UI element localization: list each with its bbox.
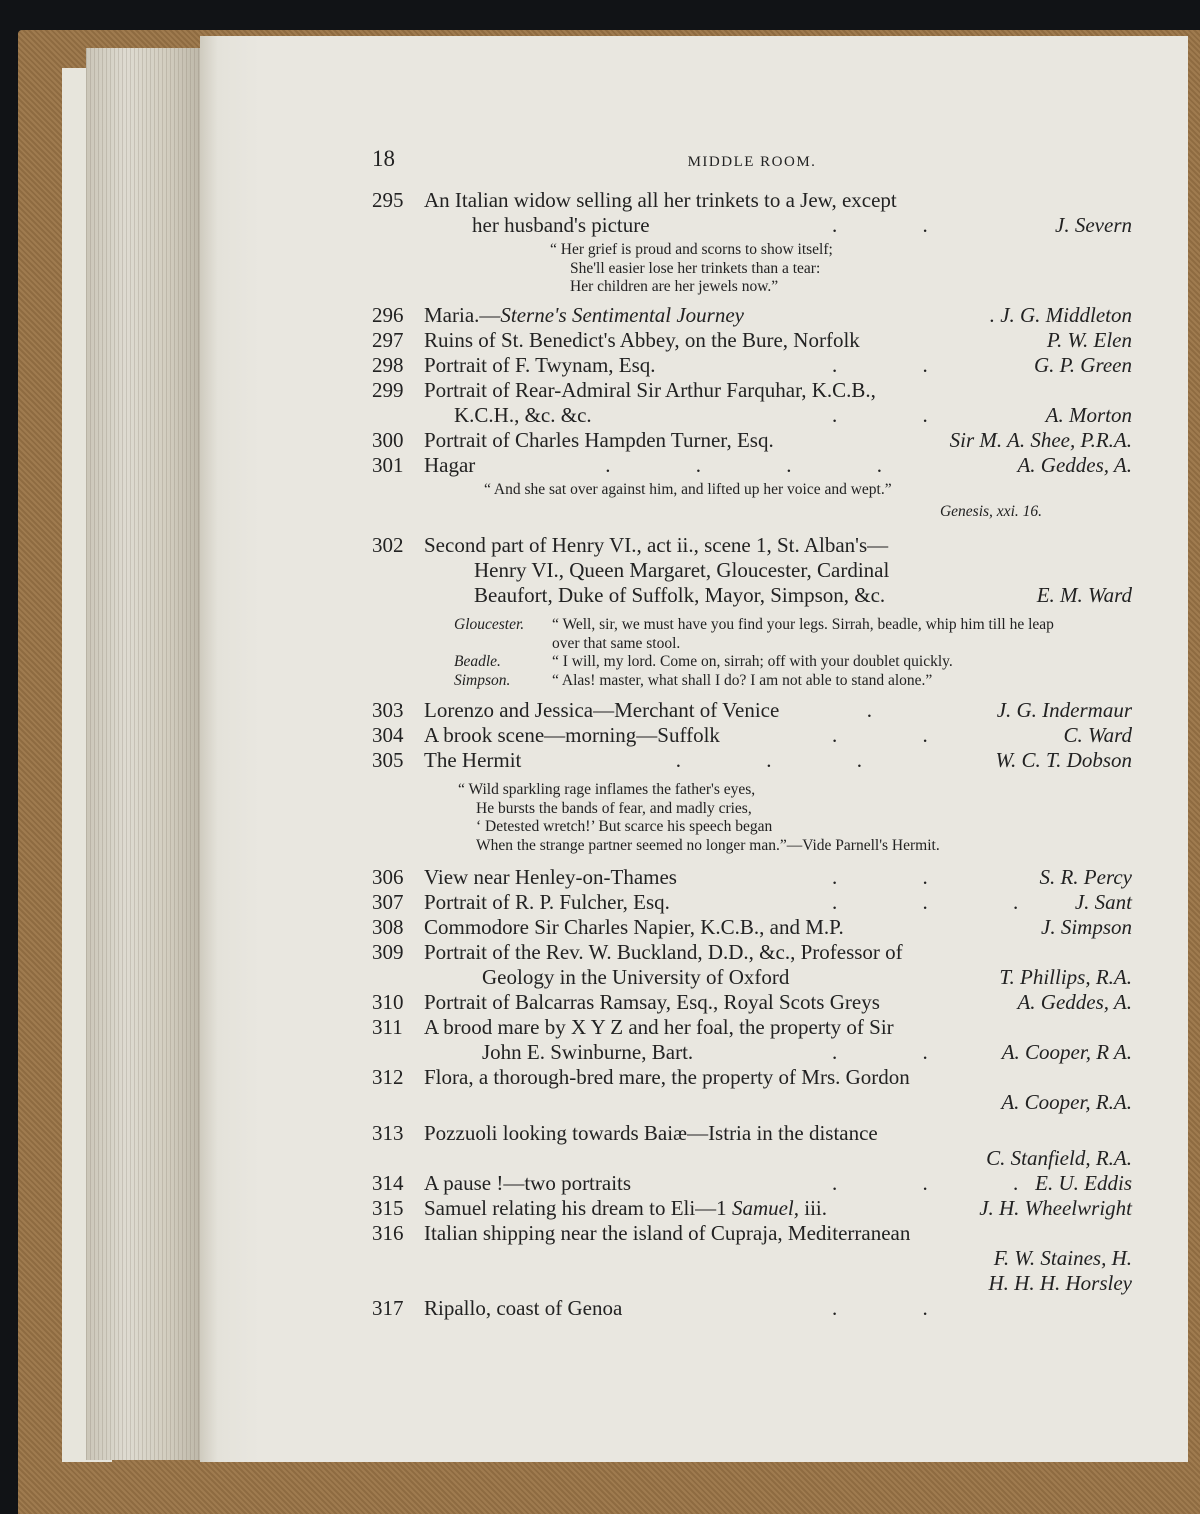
entry-title: Samuel relating his dream to Eli—1 Samuel, iii. (424, 1196, 828, 1220)
dialogue-text: “ I will, my lord. Come on, sirrah; off with your doublet quickly. (552, 653, 953, 670)
dialogue-text: “ Well, sir, we must have you find your legs. Sirrah, beadle, whip him till he leap over that same stool. (552, 616, 1054, 652)
catalogue-entry: 311 A brood mare by X Y Z and her foal, the property of Sir John E. Swinburne, Bart. . . A. Cooper, R A. (372, 1015, 1132, 1064)
page-content (372, 140, 1132, 1321)
entry-title: An Italian widow selling all her trinkets to a Jew, except (424, 188, 897, 212)
catalogue-entry: 303 Lorenzo and Jessica—Merchant of Venice . J. G. Indermaur (372, 698, 1132, 722)
entry-artist: C. Stanfield, R.A. (986, 1146, 1132, 1170)
entry-artist: A. Cooper, R A. (1001, 1040, 1132, 1064)
entry-artist: W. C. T. Dobson (995, 748, 1132, 772)
catalogue-entry: 295 An Italian widow selling all her trinkets to a Jew, except her husband's picture . . J. Severn “ Her grief is proud and scorns to show itself; She'll easier lose her trinkets than a tear: Her children are her jewels now.” (372, 188, 1132, 295)
catalogue-entry: 307 Portrait of R. P. Fulcher, Esq. . . . J. Sant (372, 890, 1132, 914)
entry-title: Flora, a thorough-bred mare, the property of Mrs. Gordon (424, 1065, 910, 1089)
catalogue-entry (372, 990, 1132, 1015)
catalogue-entry: 305 The Hermit . . . W. C. T. Dobson “ Wild sparkling rage inflames the father's eyes, He bursts the bands of fear, and madly cries, ‘ Detested wretch!’ But scarce his speech began When the strange partner seemed no longer man.”—Vide Parnell's Hermit. (372, 748, 1132, 854)
entry-title-continued: her husband's picture (472, 213, 650, 237)
entry-citation: Genesis, xxi. 16. (939, 503, 1042, 520)
entry-number: 305 (372, 748, 404, 772)
entry-title: A pause !—two portraits (424, 1171, 632, 1195)
entry-number: 314 (372, 1171, 404, 1195)
entry-title: Ruins of St. Benedict's Abbey, on the Bure, Norfolk (424, 327, 860, 352)
entry-title: Pozzuoli looking towards Baiæ—Istria in the distance (424, 1121, 878, 1145)
dialogue-line (372, 653, 1132, 672)
entry-artist: S. R. Percy (1039, 865, 1132, 889)
entry-artist: J. Simpson (1041, 915, 1132, 939)
entry-title: A brook scene—morning—Suffolk (424, 723, 720, 747)
entry-artist: H. H. H. Horsley (988, 1271, 1132, 1295)
entry-title: Portrait of Charles Hampden Turner, Esq. (424, 427, 774, 452)
entry-number: 311 (372, 1015, 403, 1039)
entry-artist: G. P. Green (1034, 352, 1132, 377)
entry-number: 303 (372, 698, 404, 722)
entry-number: 296 (372, 302, 404, 327)
entry-number: 310 (372, 990, 404, 1014)
entry-artist: E. U. Eddis (1035, 1171, 1132, 1195)
entry-title: Hagar (424, 452, 476, 477)
entry-artist: A. Cooper, R.A. (1001, 1090, 1132, 1114)
entry-number: 299 (372, 377, 404, 402)
entry-artist: J. Sant (1074, 890, 1132, 914)
dialogue-line (372, 672, 1132, 691)
catalogue-entry: 301 Hagar . . . . A. Geddes, A. “ And she sat over against him, and lifted up her voice and wept.” Genesis, xxi. 16. (372, 452, 1132, 520)
entry-artist: F. W. Staines, H. (993, 1246, 1132, 1270)
entry-number: 317 (372, 1296, 404, 1320)
catalogue-entry: 306 View near Henley-on-Thames . . S. R. Percy (372, 865, 1132, 889)
entry-number: 313 (372, 1121, 404, 1145)
entry-number: 304 (372, 723, 404, 747)
entry-artist: P. W. Elen (1046, 327, 1132, 352)
entry-title: Commodore Sir Charles Napier, K.C.B., and M.P. (424, 915, 844, 939)
entry-title-continued: K.C.H., &c. &c. (454, 402, 592, 427)
catalogue-entry (372, 1196, 1132, 1221)
entry-number: 316 (372, 1221, 404, 1245)
entry-number: 308 (372, 915, 404, 939)
entry-number: 312 (372, 1065, 404, 1089)
catalogue-entry (372, 1121, 1132, 1171)
dialogue-line (372, 616, 1132, 653)
catalogue-entry (372, 1221, 1132, 1296)
entry-title: View near Henley-on-Thames (424, 865, 677, 889)
entry-number: 300 (372, 427, 404, 452)
entry-title: Portrait of F. Twynam, Esq. (424, 352, 656, 377)
catalogue-entry (372, 940, 1132, 990)
page-number: 18 (372, 146, 395, 171)
entry-number: 309 (372, 940, 404, 964)
entry-number: 315 (372, 1196, 404, 1220)
catalogue-entry (372, 328, 1132, 353)
entry-title: Italian shipping near the island of Cupraja, Mediterranean (424, 1221, 911, 1245)
entry-title: Portrait of R. P. Fulcher, Esq. (424, 890, 670, 914)
entry-artist: J. H. Wheelwright (979, 1196, 1132, 1220)
dialogue-speaker: Beadle. (454, 653, 501, 670)
page-edges (86, 48, 202, 1460)
entry-title: Second part of Henry VI., act ii., scene 1, St. Alban's— (424, 533, 889, 557)
entry-number: 297 (372, 327, 404, 352)
entry-quote: “ Wild sparkling rage inflames the father's eyes, He bursts the bands of fear, and madly cries, ‘ Detested wretch!’ But scarce his speech began When the strange partner seemed no longer man.”—Vide Parnell's Hermit. (458, 781, 940, 854)
entry-artist: C. Ward (1063, 723, 1132, 747)
entry-artist: . J. G. Middleton (989, 302, 1132, 327)
catalogue-entry: 299 Portrait of Rear-Admiral Sir Arthur Farquhar, K.C.B., K.C.H., &c. &c. . . A. Morton (372, 377, 1132, 427)
catalogue-entry (372, 533, 1132, 698)
entry-title: Portrait of the Rev. W. Buckland, D.D., &c., Professor of (424, 940, 903, 964)
entry-title: A brood mare by X Y Z and her foal, the property of Sir (424, 1015, 894, 1039)
entry-title-continued: Beaufort, Duke of Suffolk, Mayor, Simpson, &c. (474, 583, 886, 607)
entry-number: 302 (372, 533, 404, 557)
catalogue-entry (372, 428, 1132, 453)
catalogue-entry: 317 Ripallo, coast of Genoa . . (372, 1296, 968, 1320)
entry-artist: T. Phillips, R.A. (999, 965, 1132, 989)
dialogue-text: “ Alas! master, what shall I do? I am not able to stand alone.” (552, 671, 933, 689)
entry-artist: A. Morton (1045, 402, 1132, 427)
entry-title: The Hermit (424, 748, 522, 772)
entry-title-continued: Henry VI., Queen Margaret, Gloucester, Cardinal (474, 558, 890, 582)
entry-title-continued: John E. Swinburne, Bart. (482, 1040, 694, 1064)
dialogue-speaker: Simpson. (454, 671, 511, 689)
page-header (372, 140, 1132, 188)
catalogue-entry (372, 915, 1132, 940)
catalogue-entry (372, 303, 1132, 328)
entry-artist: E. M. Ward (1036, 583, 1132, 607)
entry-number: 298 (372, 352, 404, 377)
catalogue-entry: 304 A brook scene—morning—Suffolk . . C. Ward (372, 723, 1132, 747)
entry-quote: “ And she sat over against him, and lifted up her voice and wept.” (484, 480, 892, 498)
running-head: MIDDLE ROOM. (687, 154, 817, 170)
entry-number: 307 (372, 890, 404, 914)
catalogue-entry: 314 A pause !—two portraits . . . E. U. Eddis (372, 1171, 1132, 1195)
entry-artist: A. Geddes, A. (1017, 990, 1132, 1014)
entry-title: Portrait of Rear-Admiral Sir Arthur Farquhar, K.C.B., (424, 377, 876, 402)
dialogue-speaker: Gloucester. (454, 616, 525, 633)
entry-artist: Sir M. A. Shee, P.R.A. (949, 427, 1132, 452)
entry-number: 295 (372, 188, 404, 212)
catalogue-entry (372, 1065, 1132, 1115)
entry-number: 306 (372, 865, 404, 889)
entry-artist: J. G. Indermaur (996, 698, 1132, 722)
entry-quote: “ Her grief is proud and scorns to show itself; She'll easier lose her trinkets than a tear: Her children are her jewels now.” (550, 241, 833, 295)
entry-number: 301 (372, 452, 404, 477)
entry-title: Maria.—Sterne's Sentimental Journey (424, 302, 744, 327)
entry-title-continued: Geology in the University of Oxford (482, 965, 790, 989)
catalogue-entry: 298 Portrait of F. Twynam, Esq. . . G. P. Green (372, 352, 1132, 377)
entry-artist: A. Geddes, A. (1017, 452, 1132, 477)
entry-title: Lorenzo and Jessica—Merchant of Venice (424, 698, 780, 722)
entry-title: Portrait of Balcarras Ramsay, Esq., Royal Scots Greys (424, 990, 880, 1014)
entry-title: Ripallo, coast of Genoa (424, 1296, 623, 1320)
entry-artist: J. Severn (1055, 213, 1132, 237)
